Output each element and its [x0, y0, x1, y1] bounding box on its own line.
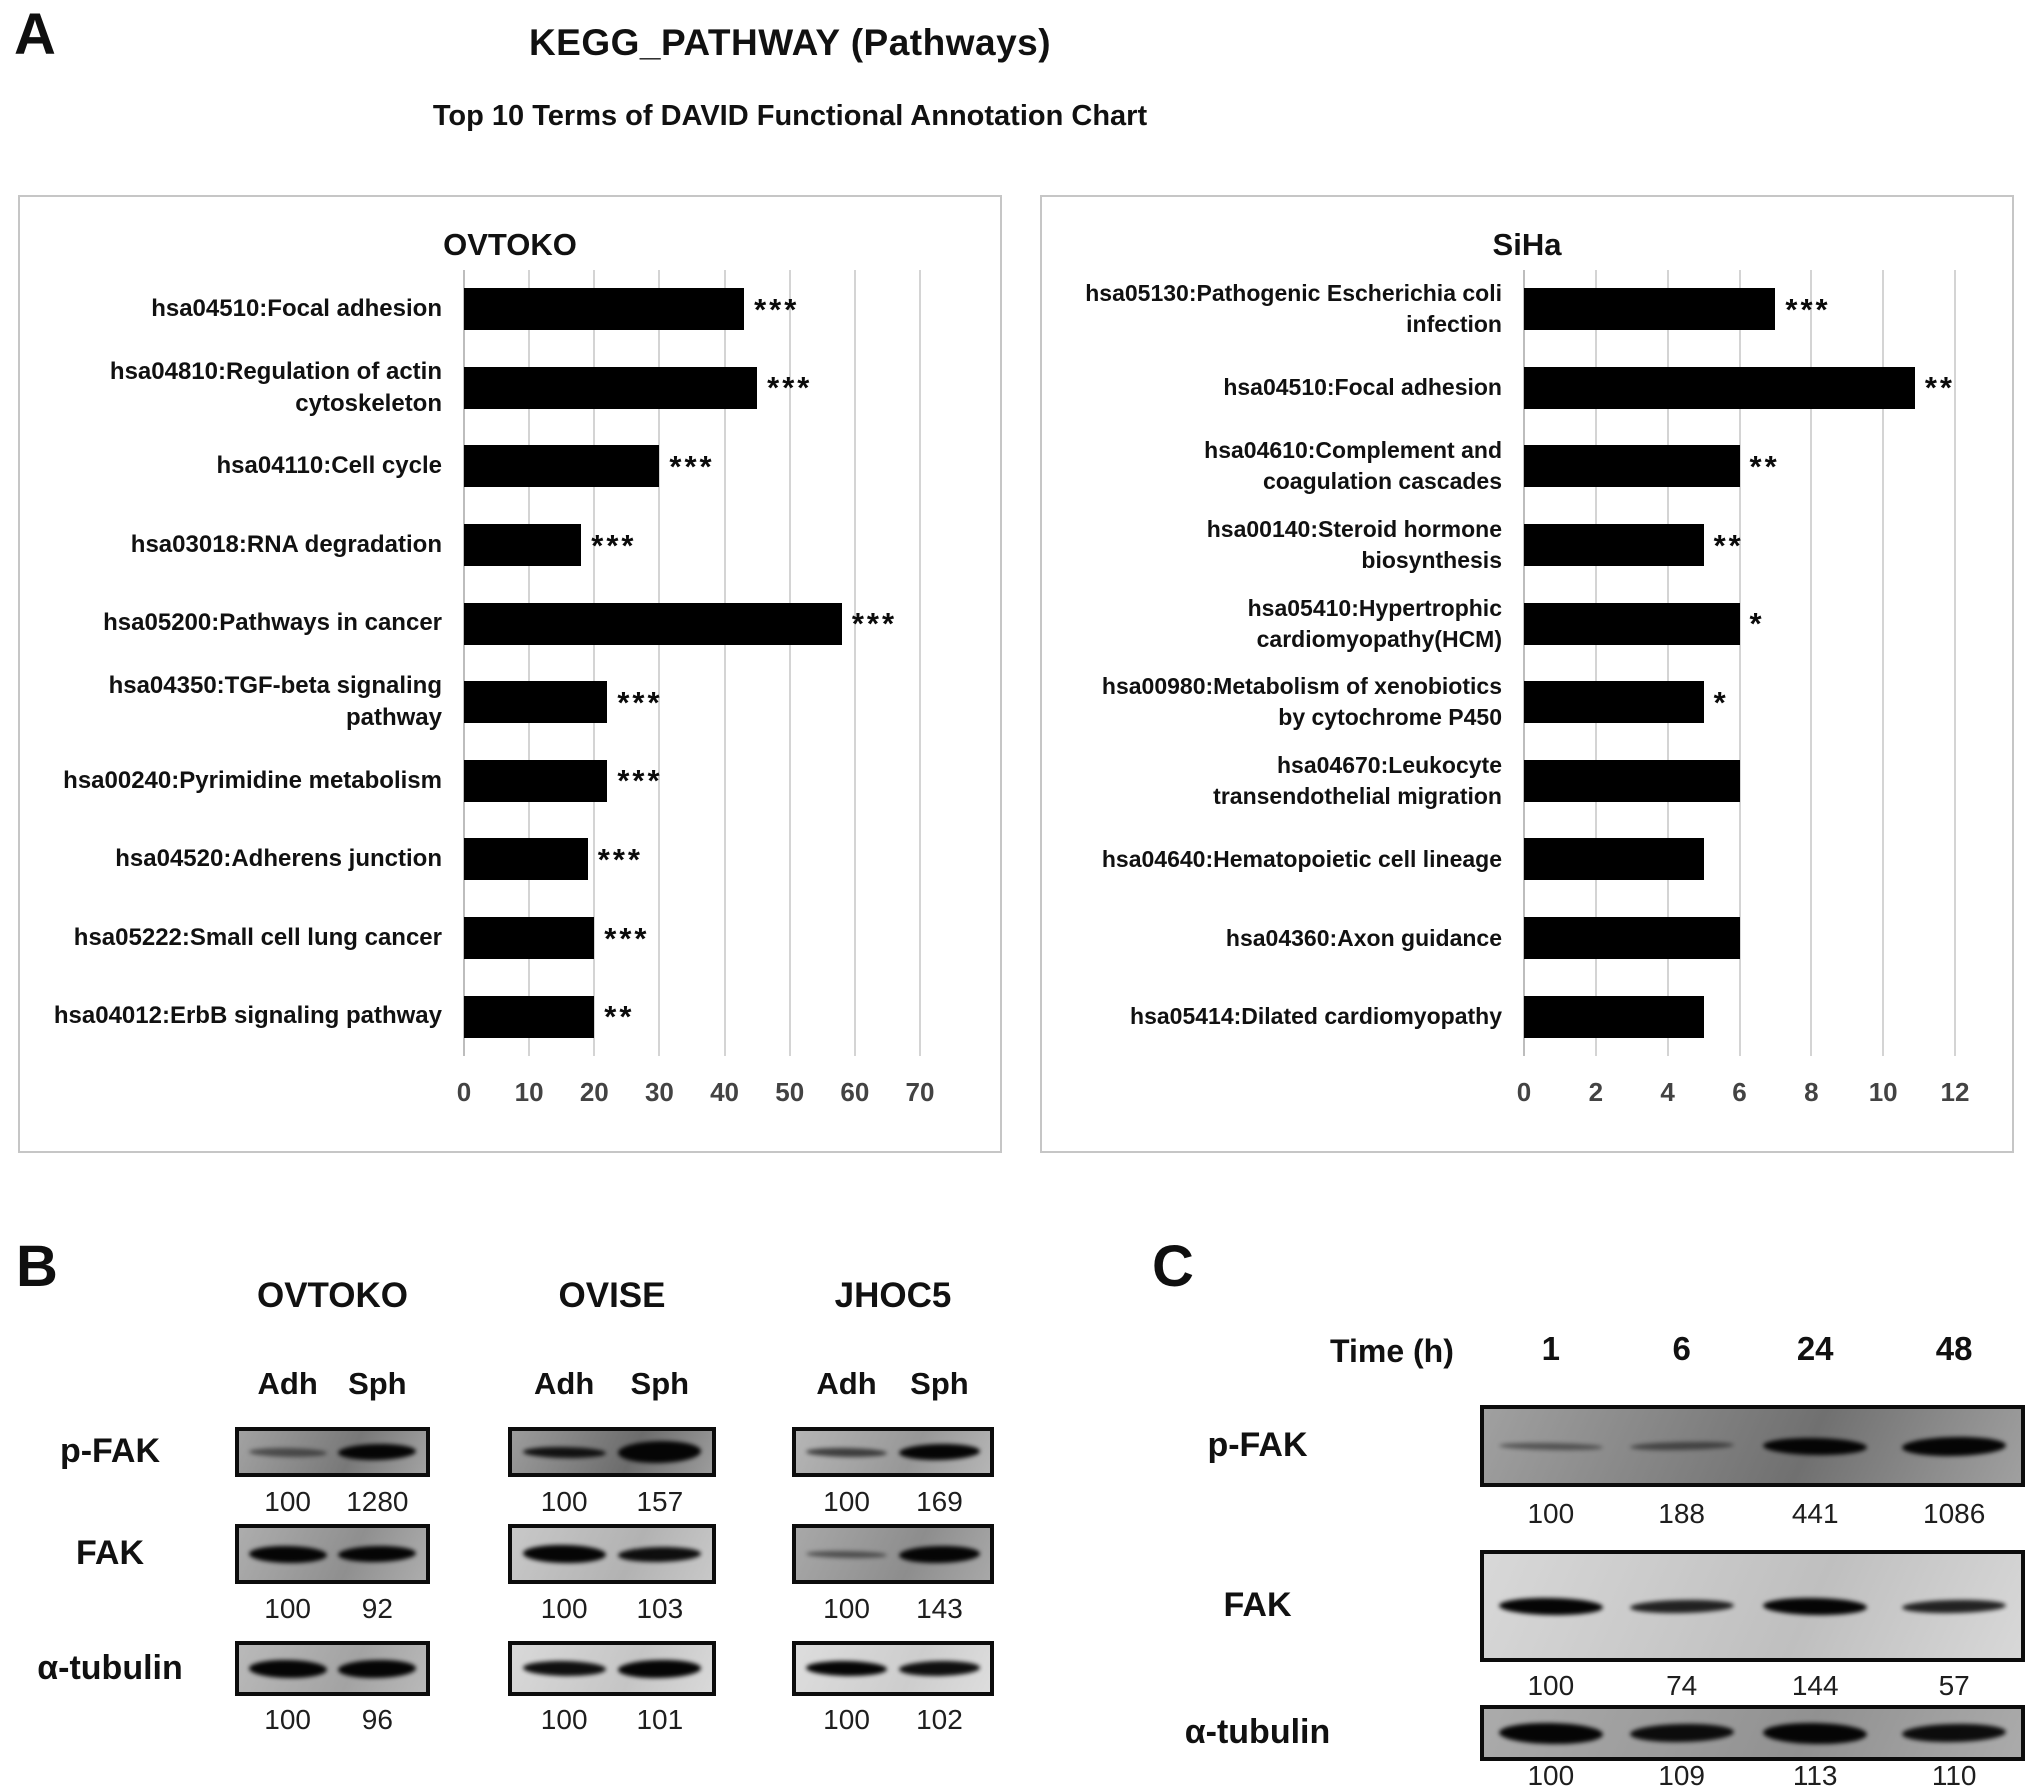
category-label-line: by cytochrome P450	[1278, 704, 1502, 731]
significance-stars: ***	[604, 920, 650, 956]
protein-band	[248, 1545, 326, 1563]
category-label-line: hsa04110:Cell cycle	[216, 452, 442, 480]
timepoint-header: 1	[1541, 1330, 1561, 1367]
protein-band	[1630, 1598, 1734, 1613]
bar-row	[1524, 820, 1955, 899]
lane-header: Adh	[534, 1366, 595, 1401]
category-label-line: hsa00240:Pyrimidine metabolism	[63, 766, 442, 794]
protein-band	[522, 1660, 605, 1676]
category-label-line: hsa04670:Leukocyte	[1276, 751, 1502, 778]
significance-stars: ***	[617, 763, 663, 799]
protein-band	[248, 1659, 326, 1678]
significance-stars: ***	[617, 684, 663, 720]
blot-row-label: p-FAK	[59, 1432, 161, 1470]
category-label-line: hsa00140:Steroid hormone	[1206, 516, 1502, 543]
quantification-value: 100	[540, 1593, 588, 1624]
quantification-value: 100	[264, 1704, 311, 1735]
figure-subtitle: Top 10 Terms of DAVID Functional Annotation Chart	[432, 100, 1148, 132]
quantification-value: 188	[1658, 1498, 1705, 1529]
quantification-value: 57	[1938, 1670, 1970, 1701]
bar-row	[464, 427, 920, 506]
western-blot-image	[1480, 1550, 2025, 1662]
bar-row	[464, 820, 920, 899]
bar	[464, 524, 581, 566]
quantification-value: 100	[264, 1486, 311, 1517]
bar-row	[1524, 506, 1955, 585]
category-label	[1042, 506, 1502, 585]
western-blot-image	[792, 1524, 994, 1584]
bar-row	[1524, 584, 1955, 663]
bar-row	[1524, 270, 1955, 349]
protein-band	[618, 1659, 702, 1679]
significance-stars: ***	[767, 370, 813, 406]
bar	[1524, 603, 1740, 645]
significance-stars: ***	[1785, 291, 1831, 327]
western-blot-image	[1480, 1405, 2025, 1487]
western-blot-image	[235, 1524, 430, 1584]
axis-tick-label: 30	[644, 1077, 674, 1107]
bar	[1524, 367, 1915, 409]
bar	[464, 838, 588, 880]
category-label-line: hsa05410:Hypertrophic	[1247, 594, 1502, 621]
significance-stars: ***	[754, 291, 800, 327]
protein-band	[618, 1546, 701, 1563]
timepoint-header: 6	[1672, 1330, 1691, 1367]
protein-band	[1902, 1598, 2006, 1613]
quantification-value: 100	[823, 1704, 870, 1735]
quantification-value: 169	[916, 1486, 963, 1517]
axis-tick-label: 6	[1732, 1077, 1747, 1107]
significance-stars: ***	[669, 448, 715, 484]
western-blot-image	[508, 1524, 716, 1584]
protein-band	[249, 1447, 327, 1457]
protein-band	[618, 1440, 702, 1464]
category-label-line: hsa04610:Complement and	[1204, 437, 1502, 464]
category-label	[20, 584, 442, 663]
western-blot-image	[1480, 1705, 2025, 1761]
category-label-line: hsa05414:Dilated cardiomyopathy	[1130, 1003, 1502, 1030]
siha-plot-area	[1524, 270, 1955, 1056]
category-label	[20, 663, 442, 742]
protein-band	[522, 1446, 605, 1458]
western-blot-image	[235, 1641, 430, 1696]
blot-row-label: α-tubulin	[1184, 1713, 1331, 1751]
protein-band	[1630, 1441, 1734, 1451]
quantification-value: 102	[916, 1704, 963, 1735]
lane-header: Adh	[816, 1366, 877, 1401]
significance-stars: *	[1749, 606, 1765, 642]
quantification-value: 92	[361, 1593, 393, 1624]
category-label-line: cytoskeleton	[295, 389, 442, 417]
ovtoko-category-labels	[20, 270, 442, 1056]
blot-row-label: FAK	[1223, 1586, 1292, 1624]
significance-stars: ***	[597, 841, 643, 877]
figure-title: KEGG_PATHWAY (Pathways)	[528, 22, 1052, 63]
category-label	[20, 270, 442, 349]
category-label-line: cardiomyopathy(HCM)	[1256, 625, 1502, 652]
chart-title-ovtoko: OVTOKO	[443, 227, 577, 262]
bar-rows	[1524, 270, 1955, 1056]
quantification-value: 109	[1658, 1760, 1705, 1789]
category-label	[1042, 349, 1502, 428]
western-blot-image	[792, 1427, 994, 1477]
category-label	[1042, 270, 1502, 349]
ovtoko-plot-area	[464, 270, 920, 1056]
cell-line-title: OVISE	[558, 1276, 666, 1315]
bar	[464, 603, 842, 645]
siha-category-labels	[1042, 270, 1502, 1056]
chart-title-siha: SiHa	[1492, 227, 1562, 262]
axis-tick-label: 12	[1940, 1077, 1970, 1107]
quantification-value: 143	[916, 1593, 963, 1624]
category-label	[1042, 663, 1502, 742]
axis-tick-label: 20	[579, 1077, 609, 1107]
category-label	[1042, 977, 1502, 1056]
protein-band	[806, 1447, 887, 1457]
quantification-value: 100	[264, 1593, 311, 1624]
bar	[464, 760, 607, 802]
bar	[464, 917, 594, 959]
bar-row	[1524, 663, 1955, 742]
protein-band	[806, 1550, 887, 1558]
quantification-value: 100	[1527, 1498, 1575, 1529]
ovtoko-x-axis	[456, 1077, 935, 1113]
cell-line-title: OVTOKO	[256, 1276, 409, 1315]
panel-b-label: B	[16, 1234, 58, 1299]
axis-tick-label: 70	[905, 1077, 935, 1107]
category-label-line: pathway	[345, 704, 442, 732]
protein-band	[338, 1545, 416, 1563]
bar-row	[464, 506, 920, 585]
bar	[1524, 681, 1704, 723]
axis-tick-label: 0	[456, 1077, 472, 1107]
lane-header: Sph	[348, 1366, 407, 1401]
siha-x-axis	[1516, 1077, 1970, 1113]
axis-tick-label: 40	[710, 1077, 740, 1107]
bar	[464, 681, 607, 723]
bar-row	[464, 899, 920, 978]
bar-rows	[464, 270, 920, 1056]
axis-tick-label: 4	[1660, 1077, 1675, 1107]
quantification-value: 157	[636, 1486, 684, 1517]
bar-row	[1524, 977, 1955, 1056]
time-axis-label: Time (h)	[1330, 1333, 1454, 1369]
quantification-value: 1280	[346, 1486, 409, 1517]
bar	[1524, 288, 1775, 330]
category-label-line: coagulation cascades	[1262, 468, 1502, 495]
protein-band	[1499, 1597, 1603, 1616]
protein-band	[1763, 1597, 1867, 1616]
category-label-line: hsa05222:Small cell lung cancer	[73, 923, 442, 951]
protein-band	[338, 1659, 416, 1679]
kegg-chart-ovtoko	[18, 195, 1002, 1153]
significance-stars: **	[1924, 370, 1955, 406]
category-label	[20, 977, 442, 1056]
category-label-line: hsa05200:Pathways in cancer	[103, 609, 442, 637]
bar	[464, 996, 594, 1038]
protein-band	[806, 1660, 887, 1676]
category-label	[20, 506, 442, 585]
bar	[1524, 996, 1704, 1038]
blot-row-label: p-FAK	[1207, 1426, 1308, 1464]
blot-row-label: α-tubulin	[37, 1649, 183, 1687]
panel-c-label: C	[1152, 1234, 1194, 1299]
lane-header: Sph	[630, 1366, 690, 1401]
quantification-value: 100	[823, 1486, 870, 1517]
quantification-value: 74	[1666, 1670, 1698, 1701]
significance-stars: ***	[851, 606, 898, 642]
quantification-value: 100	[823, 1593, 870, 1624]
category-label	[1042, 742, 1502, 821]
category-label-line: hsa03018:RNA degradation	[130, 530, 442, 558]
significance-stars: **	[604, 999, 635, 1035]
bar	[1524, 760, 1740, 802]
bar-row	[464, 742, 920, 821]
protein-band	[899, 1660, 980, 1677]
category-label-line: hsa04360:Axon guidance	[1225, 924, 1502, 951]
quantification-value: 113	[1792, 1760, 1838, 1789]
significance-stars: *	[1713, 684, 1729, 720]
quantification-value: 101	[636, 1704, 684, 1735]
axis-tick-label: 50	[775, 1077, 805, 1107]
protein-band	[1630, 1723, 1734, 1743]
bar-row	[464, 584, 920, 663]
bar	[1524, 524, 1704, 566]
protein-band	[1763, 1722, 1867, 1745]
category-label-line: hsa00980:Metabolism of xenobiotics	[1101, 673, 1502, 700]
category-label	[1042, 820, 1502, 899]
bar-row	[464, 663, 920, 742]
quantification-value: 1086	[1922, 1498, 1986, 1529]
quantification-value: 441	[1791, 1498, 1839, 1529]
quantification-value: 100	[540, 1704, 588, 1735]
category-label-line: hsa05130:Pathogenic Escherichia coli	[1085, 280, 1502, 307]
quantification-value: 100	[1527, 1670, 1575, 1701]
protein-band	[338, 1443, 416, 1461]
significance-stars: **	[1749, 448, 1780, 484]
bar-row	[1524, 349, 1955, 428]
bar-row	[464, 270, 920, 349]
panel-a-label: A	[14, 2, 56, 67]
protein-band	[1499, 1722, 1603, 1745]
western-blot-image	[508, 1641, 716, 1696]
category-label-line: hsa04012:ErbB signaling pathway	[53, 1002, 442, 1030]
kegg-chart-siha	[1040, 195, 2014, 1153]
bar	[464, 445, 659, 487]
lane-header: Adh	[257, 1366, 318, 1401]
blot-row-label: FAK	[76, 1534, 144, 1572]
category-label-line: biosynthesis	[1361, 547, 1502, 574]
axis-tick-label: 60	[840, 1077, 870, 1107]
timepoint-header: 24	[1796, 1330, 1834, 1367]
category-label-line: hsa04520:Adherens junction	[115, 845, 442, 873]
protein-band	[899, 1545, 980, 1564]
bar	[1524, 917, 1740, 959]
axis-tick-label: 10	[514, 1077, 544, 1107]
axis-tick-label: 0	[1516, 1077, 1532, 1107]
category-label-line: hsa04510:Focal adhesion	[1223, 374, 1502, 401]
category-label-line: hsa04350:TGF-beta signaling	[108, 671, 442, 699]
category-label	[1042, 584, 1502, 663]
category-label-line: transendothelial migration	[1213, 782, 1502, 809]
category-label	[20, 349, 442, 428]
quantification-value: 103	[636, 1593, 684, 1624]
bar	[1524, 838, 1704, 880]
bar	[464, 367, 757, 409]
lane-header: Sph	[910, 1366, 969, 1401]
significance-stars: **	[1713, 527, 1744, 563]
quantification-value: 100	[1527, 1760, 1575, 1789]
quantification-value: 100	[540, 1486, 588, 1517]
category-label	[20, 427, 442, 506]
axis-tick-label: 10	[1868, 1077, 1898, 1107]
significance-stars: ***	[591, 527, 637, 563]
protein-band	[1902, 1435, 2006, 1456]
category-label-line: hsa04810:Regulation of actin	[109, 357, 442, 385]
category-label-line: infection	[1406, 311, 1502, 338]
protein-band	[1763, 1437, 1867, 1456]
category-label	[20, 899, 442, 978]
bar-row	[1524, 742, 1955, 821]
bar	[1524, 445, 1740, 487]
category-label-line: hsa04640:Hematopoietic cell lineage	[1101, 845, 1502, 872]
protein-band	[1499, 1442, 1603, 1451]
bar-row	[464, 349, 920, 428]
quantification-value: 144	[1791, 1670, 1839, 1701]
protein-band	[899, 1443, 980, 1461]
category-label	[20, 820, 442, 899]
quantification-value: 96	[361, 1704, 393, 1735]
axis-tick-label: 8	[1804, 1077, 1819, 1107]
western-blot-image	[508, 1427, 716, 1477]
category-label	[20, 742, 442, 821]
timepoint-header: 48	[1935, 1330, 1973, 1367]
cell-line-title: JHOC5	[834, 1276, 952, 1315]
bar-row	[1524, 899, 1955, 978]
category-label	[1042, 427, 1502, 506]
category-label	[1042, 899, 1502, 978]
western-blot-image	[235, 1427, 430, 1477]
bar-row	[1524, 427, 1955, 506]
bar-row	[464, 977, 920, 1056]
axis-tick-label: 2	[1588, 1077, 1604, 1107]
western-blot-image	[792, 1641, 994, 1696]
protein-band	[522, 1544, 605, 1563]
bar	[464, 288, 744, 330]
quantification-value: 110	[1931, 1760, 1977, 1789]
category-label-line: hsa04510:Focal adhesion	[151, 295, 442, 323]
protein-band	[1902, 1723, 2006, 1743]
